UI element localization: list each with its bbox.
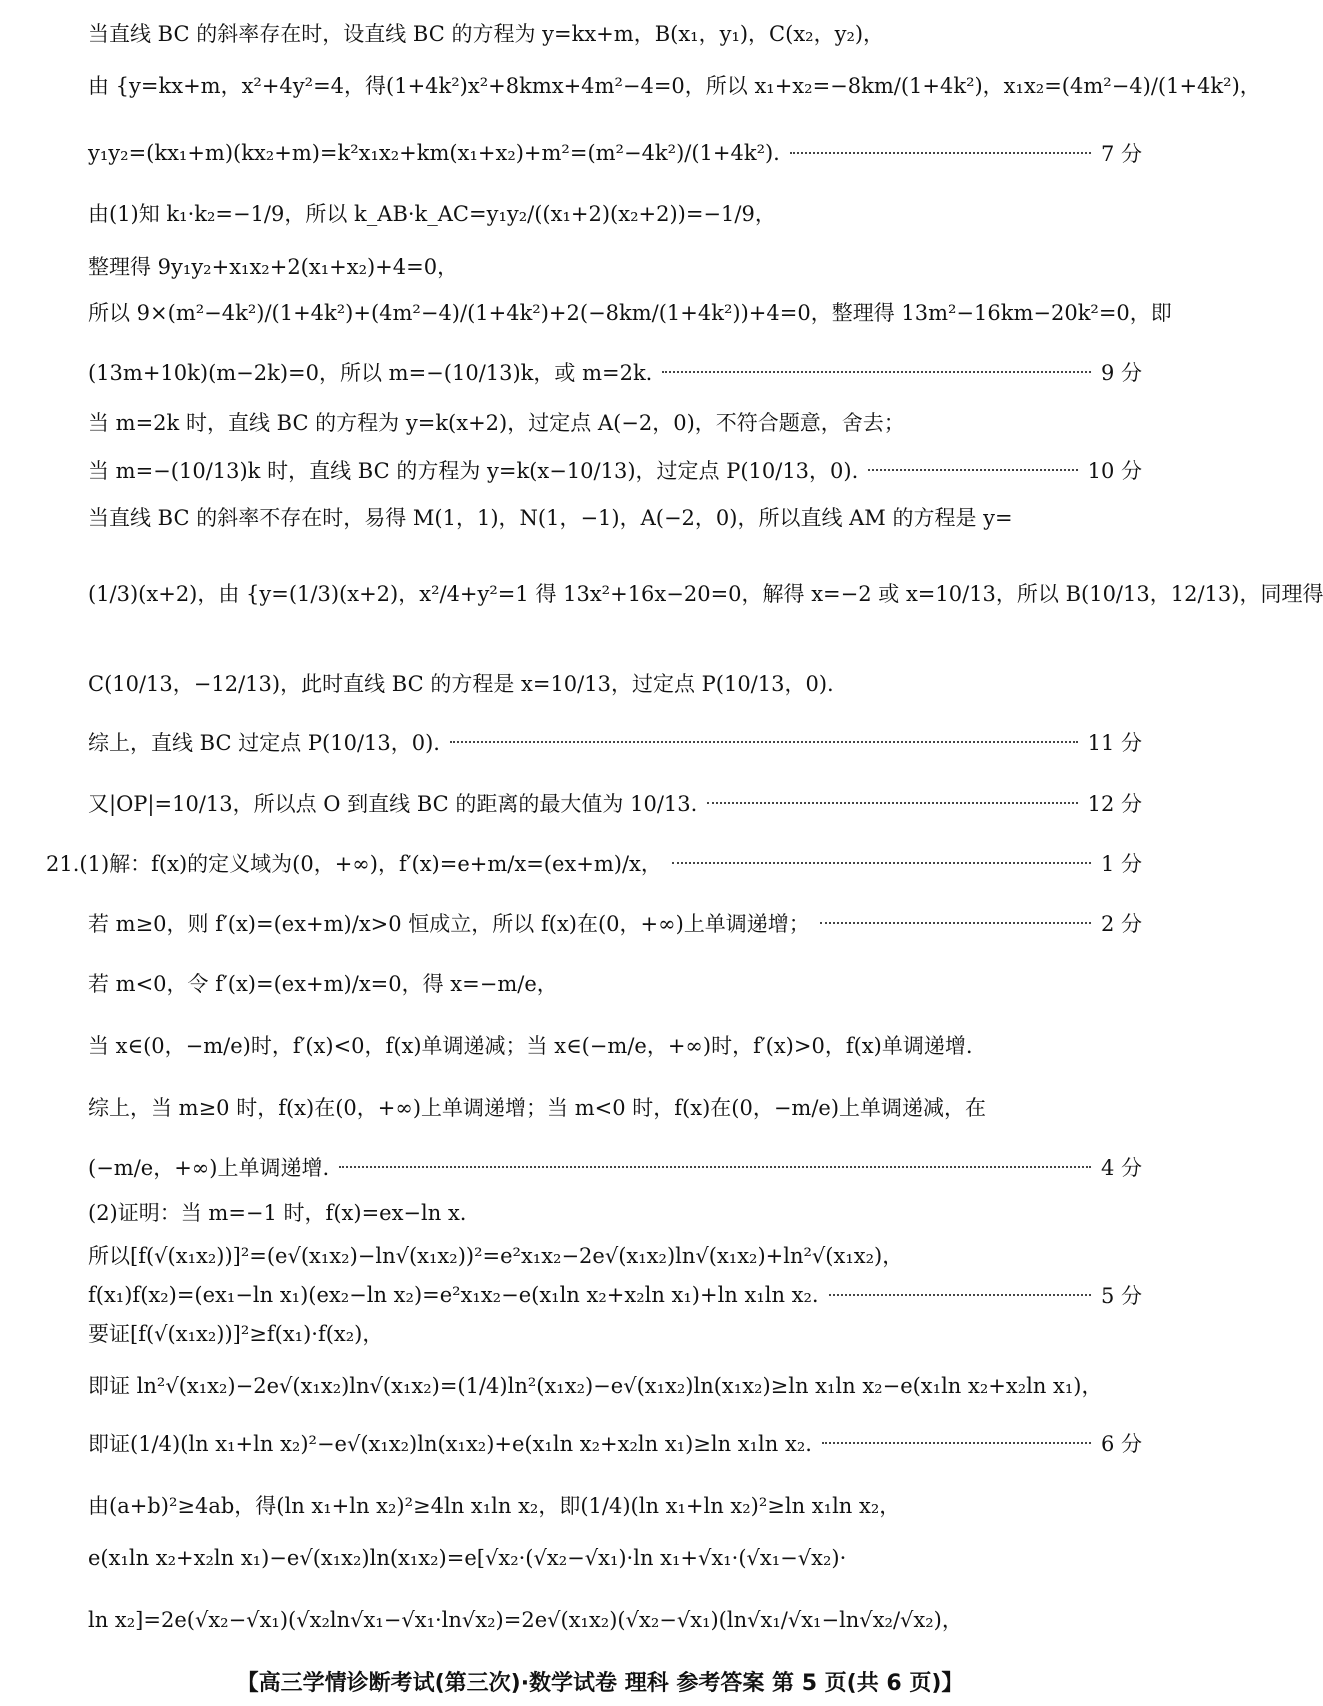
line-text: 又|OP|=10/13，所以点 O 到直线 BC 的距离的最大值为 10/13. <box>88 792 698 816</box>
line-text: 21.(1)解：f(x)的定义域为(0，+∞)，f′(x)=e+m/x=(ex+m)/x， <box>46 852 662 876</box>
score-label: 2 分 <box>1100 912 1142 936</box>
line-text: 整理得 9y₁y₂+x₁x₂+2(x₁+x₂)+4=0， <box>88 255 459 279</box>
leader-dots <box>662 371 1091 373</box>
leader-dots <box>672 862 1091 864</box>
leader-dots <box>707 802 1077 804</box>
solution-line <box>88 1546 1142 1570</box>
line-text: 即证(1/4)(ln x₁+ln x₂)²−e√(x₁x₂)ln(x₁x₂)+e(x₁ln x₂+x₂ln x₁)≥ln x₁ln x₂. <box>88 1432 812 1456</box>
line-text: 综上，直线 BC 过定点 P(10/13，0). <box>88 731 440 755</box>
line-text: 所以[f(√(x₁x₂))]²=(e√(x₁x₂)−ln√(x₁x₂))²=e²x₁x₂−2e√(x₁x₂)ln√(x₁x₂)+ln²√(x₁x₂)， <box>88 1244 904 1268</box>
solution-line <box>88 297 1172 327</box>
score-label: 12 分 <box>1087 792 1142 816</box>
solution-line <box>88 1280 1142 1310</box>
line-text: (1/3)(x+2)，由 {y=(1/3)(x+2)，x²/4+y²=1 得 13x²+16x−20=0，解得 x=−2 或 x=10/13，所以 B(10/13，12/13)，同理得 <box>88 582 1323 606</box>
score-label: 6 分 <box>1100 1432 1142 1456</box>
line-text: 即证 ln²√(x₁x₂)−2e√(x₁x₂)ln√(x₁x₂)=(1/4)ln²(x₁x₂)−e√(x₁x₂)ln(x₁x₂)≥ln x₁ln x₂−e(x₁ln x₂+x₂ln x₁)， <box>88 1374 1103 1398</box>
solution-line <box>88 908 1142 938</box>
score-label: 9 分 <box>1100 361 1142 385</box>
score-label: 10 分 <box>1087 459 1142 483</box>
line-text: 当 x∈(0，−m/e)时，f′(x)<0，f(x)单调递减；当 x∈(−m/e，+∞)时，f′(x)>0，f(x)单调递增. <box>88 1034 973 1058</box>
leader-dots <box>790 152 1091 154</box>
solution-line <box>88 407 1142 437</box>
line-text: 当 m=−(10/13)k 时，直线 BC 的方程为 y=k(x−10/13)，过定点 P(10/13，0). <box>88 459 859 483</box>
solution-line <box>88 1604 1142 1634</box>
line-text: (2)证明：当 m=−1 时，f(x)=ex−ln x. <box>88 1201 467 1225</box>
line-text: (−m/e，+∞)上单调递增. <box>88 1156 330 1180</box>
solution-line <box>88 70 1261 100</box>
solution-line <box>88 1318 1142 1348</box>
line-text: y₁y₂=(kx₁+m)(kx₂+m)=k²x₁x₂+km(x₁+x₂)+m²=(m²−4k²)/(1+4k²). <box>88 141 780 165</box>
solution-line <box>88 18 1142 48</box>
leader-dots <box>450 741 1078 743</box>
line-text: 由(a+b)²≥4ab，得(ln x₁+ln x₂)²≥4ln x₁ln x₂，即(1/4)(ln x₁+ln x₂)²≥ln x₁ln x₂， <box>88 1494 901 1518</box>
score-label: 7 分 <box>1100 142 1142 166</box>
solution-line <box>46 848 1142 878</box>
line-text: 当直线 BC 的斜率不存在时，易得 M(1，1)，N(1，−1)，A(−2，0)，所以直线 AM 的方程是 y= <box>88 506 1013 530</box>
solution-line <box>88 502 1142 532</box>
line-text: (13m+10k)(m−2k)=0，所以 m=−(10/13)k，或 m=2k. <box>88 361 653 385</box>
line-text: 当直线 BC 的斜率存在时，设直线 BC 的方程为 y=kx+m，B(x₁，y₁)，C(x₂，y₂)， <box>88 22 885 46</box>
page-footer: 【高三学情诊断考试(第三次)·数学试卷 理科 参考答案 第 5 页(共 6 页)】 <box>236 1671 964 1696</box>
solution-line <box>88 1030 1142 1060</box>
score-label: 4 分 <box>1100 1156 1142 1180</box>
line-text: 由 {y=kx+m，x²+4y²=4，得(1+4k²)x²+8kmx+4m²−4=0，所以 x₁+x₂=−8km/(1+4k²)，x₁x₂=(4m²−4)/(1+4k²)， <box>88 74 1261 98</box>
score-label: 11 分 <box>1087 731 1142 755</box>
line-text: 当 m=2k 时，直线 BC 的方程为 y=k(x+2)，过定点 A(−2，0)，不符合题意，舍去； <box>88 411 905 435</box>
line-text: 综上，当 m≥0 时，f(x)在(0，+∞)上单调递增；当 m<0 时，f(x)在(0，−m/e)上单调递减，在 <box>88 1096 987 1120</box>
solution-line <box>88 1152 1142 1182</box>
score-label: 1 分 <box>1100 852 1142 876</box>
line-text: 所以 9×(m²−4k²)/(1+4k²)+(4m²−4)/(1+4k²)+2(−8km/(1+4k²))+4=0，整理得 13m²−16km−20k²=0，即 <box>88 301 1172 325</box>
solution-line <box>88 788 1142 818</box>
solution-line <box>88 968 1142 998</box>
line-text: e(x₁ln x₂+x₂ln x₁)−e√(x₁x₂)ln(x₁x₂)=e[√x₂·(√x₂−√x₁)·ln x₁+√x₁·(√x₁−√x₂)· <box>88 1546 847 1570</box>
score-label: 5 分 <box>1100 1284 1142 1308</box>
solution-line <box>88 727 1142 757</box>
solution-line <box>88 455 1142 485</box>
line-text: 若 m<0，令 f′(x)=(ex+m)/x=0，得 x=−m/e， <box>88 972 558 996</box>
solution-line <box>88 1240 1142 1270</box>
line-text: 由(1)知 k₁·k₂=−1/9，所以 k_AB·k_AC=y₁y₂/((x₁+2)(x₂+2))=−1/9， <box>88 202 776 226</box>
leader-dots <box>820 922 1091 924</box>
solution-line <box>88 1092 1142 1122</box>
line-text: 若 m≥0，则 f′(x)=(ex+m)/x>0 恒成立，所以 f(x)在(0，+∞)上单调递增； <box>88 912 810 936</box>
solution-line <box>88 578 1323 608</box>
line-text: 要证[f(√(x₁x₂))]²≥f(x₁)·f(x₂)， <box>88 1322 384 1346</box>
leader-dots <box>822 1442 1091 1444</box>
leader-dots <box>829 1294 1091 1296</box>
solution-line <box>88 251 1142 281</box>
line-text: ln x₂]=2e(√x₂−√x₁)(√x₂ln√x₁−√x₁·ln√x₂)=2e√(x₁x₂)(√x₂−√x₁)(ln√x₁/√x₁−ln√x₂/√x₂)， <box>88 1608 963 1632</box>
solution-line <box>88 1197 1142 1227</box>
solution-line <box>88 198 1142 228</box>
leader-dots <box>868 469 1077 471</box>
solution-line <box>88 1428 1142 1458</box>
solution-line <box>88 668 1142 698</box>
leader-dots <box>339 1166 1091 1168</box>
solution-line <box>88 1490 1142 1520</box>
solution-line <box>88 357 1142 387</box>
line-text: C(10/13，−12/13)，此时直线 BC 的方程是 x=10/13，过定点 P(10/13，0). <box>88 672 834 696</box>
line-text: f(x₁)f(x₂)=(ex₁−ln x₁)(ex₂−ln x₂)=e²x₁x₂−e(x₁ln x₂+x₂ln x₁)+ln x₁ln x₂. <box>88 1283 819 1307</box>
solution-line <box>88 1370 1142 1400</box>
solution-line <box>88 138 1142 168</box>
